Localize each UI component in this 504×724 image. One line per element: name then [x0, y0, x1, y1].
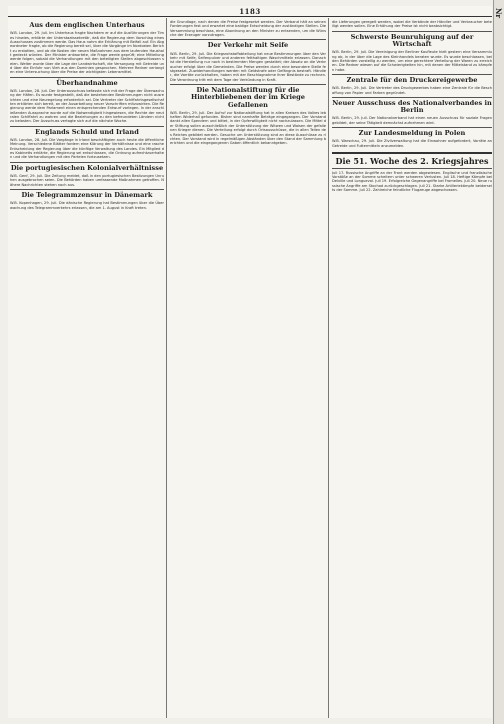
article-body: die Grundlage, nach denen die Preise festgesetzt werden. Der Verband hält an seinen Forderungen fest und erwartet eine baldige Entscheidung der zuständigen Stellen. Die Versammlung beschloss, eine Abordnung an den Minister zu entsenden, um die Wünsche der Erzeuger vorzutragen. — [170, 20, 326, 38]
article-body: Juli 17. Russische Angriffe an der Front werden abgewiesen. Englische und französische Vorstöße an der Somme scheitern unter schweren Verlusten. Juli 18. Heftige Kämpfe bei Delville und Longueval. Juli 19. Erfolgreiche Gegenangriffe bei Fromelles. Juli 20. Neue russische Angriffe am Stochod zurückgeschlagen. Juli 21. Starke Artilleriekämpfe beiderseits der Somme. Juli 22. Zahlreiche feindliche Flugzeuge abgeschossen. — [332, 170, 492, 193]
article-divider — [332, 168, 492, 169]
article-heading: Die portugiesischen Kolonialverhältnisse — [10, 163, 164, 172]
top-rule — [8, 16, 492, 17]
edge-label: Nr — [494, 8, 503, 19]
article-divider — [10, 162, 164, 163]
article-divider — [332, 127, 492, 128]
article-divider — [332, 31, 492, 32]
column-3 — [332, 20, 492, 718]
article-divider — [170, 39, 326, 40]
section-divider — [332, 152, 492, 154]
article-body: W.B. Berlin, 29. Juli. Der Nationalverband hat einen neuen Ausschuss für soziale Fragen gebildet, der seine Tätigkeit demnächst aufnehmen wird. — [332, 116, 492, 125]
article-divider — [332, 74, 492, 75]
article-body: W.B. Kopenhagen, 29. Juli. Die dänische Regierung hat Bestimmungen über die Überwachung des Telegrammverkehrs erlassen, die am 1. August in Kraft treten. — [10, 201, 164, 210]
article-body: die Lieferungen geregelt werden, wobei die Verbände der Händler und Verbraucher beteiligt werden sollen. Eine Erhöhung der Preise ist nicht beabsichtigt. — [332, 20, 492, 29]
article-heading: Zentrale für den Druckereigewerbe — [346, 75, 478, 84]
column-divider — [328, 18, 329, 718]
column-divider — [166, 18, 167, 718]
article-body: W.B. Genf, 29. Juli. Die Zeitung meldet, daß in den portugiesischen Besitzungen Unruhen ausgebrochen seien. Die Behörden haben umfassende Maßnahmen getroffen. Nähere Nachrichten stehen noch aus. — [10, 173, 164, 187]
article-heading: Überhandnahme — [56, 78, 118, 87]
article-heading: Der Verkehr mit Seife — [207, 41, 289, 50]
article-divider — [332, 97, 492, 98]
article-body: W.B. Berlin, 29. Juli. Der Aufruf zur Nationalstiftung hat in allen Kreisen des Volkes lebhaften Widerhall gefunden. Bisher sind namhafte Beträge eingegangen. Der Vorstand dankt allen Spendern und bittet, in der Opferwilligkeit nicht nachzulassen. Die Mittel der Stiftung sollen ausschließlich der Unterstützung der Witwen und Waisen der gefallenen Krieger dienen. Die Verteilung erfolgt durch Ortsausschüsse, die in allen Teilen des Reiches gebildet werden. Gesuche um Unterstützung sind an diese Ausschüsse zu richten. Der Vorstand wird in regelmäßigen Abständen über den Stand der Sammlung berichten und die eingegangenen Gaben öffentlich bekanntgeben. — [170, 110, 326, 146]
article-body: W.B. Berlin, 29. Juli. Die Vereinigung der Berliner Kaufleute hielt gestern eine Versammlung ab, in der über die Lage des Kleinhandels beraten wurde. Es wurde beschlossen, bei den Behörden vorstellig zu werden, um eine gerechtere Verteilung der Waren zu erreichen. Die Redner wiesen auf die Schwierigkeiten hin, mit denen der Mittelstand zu kämpfen habe. — [332, 50, 492, 72]
section-heading: Die 51. Woche des 2. Kriegsjahres — [335, 155, 489, 166]
article-divider — [170, 84, 326, 85]
article-body: W.B. London, 28. Juli. Der Unterausschuss befasste sich mit der Frage der Überwachung der Häfen. Es wurde festgestellt, daß die bestehenden Bestimmungen nicht ausreichten und eine Neuregelung erforderlich sei. Die Vertreter der Schiffahrtsgesellschaften erklärten sich bereit, an der Ausarbeitung neuer Vorschriften mitzuwirken. Die Regierung werde dem Parlament einen entsprechenden Entwurf vorlegen. In der anschließenden Aussprache wurde auf die Notwendigkeit hingewiesen, die Rechte der neutralen Schiffahrt zu wahren und die Beziehungen zu den befreundeten Ländern nicht zu belasten. Der Ausschuss vertagte sich auf die nächste Woche. — [10, 88, 164, 124]
article-divider — [10, 77, 164, 78]
column-2 — [170, 20, 326, 718]
article-heading: Die Telegrammzensur in Dänemark — [21, 190, 153, 199]
article-heading: Englands Schuld und Irland — [35, 127, 139, 136]
adjacent-page-edge — [493, 0, 504, 724]
article-heading: Neuer Ausschuss des Nationalverbandes in Berlin — [332, 98, 492, 115]
article-body: W.B. Berlin, 29. Juli. Die Kriegsrohstoffabteilung hat neue Bestimmungen über den Verkehr mit Seife, Seifenpulver und anderen fetthaltigen Waschmitteln erlassen. Danach ist die Herstellung nur noch in bestimmten Mengen gestattet; der Absatz an die Verbraucher erfolgt über die Gemeinden. Die Preise werden durch eine besondere Stelle festgesetzt. Zuwiderhandlungen werden mit Geldstrafe oder Gefängnis bestraft. Händler, die Vorräte zurückhalten, haben mit der Beschlagnahme ihrer Bestände zu rechnen. Die Verordnung tritt mit dem Tage der Verkündung in Kraft. — [170, 51, 326, 82]
newspaper-page — [8, 6, 492, 718]
article-heading: Zur Landesmeldung in Polen — [358, 129, 466, 138]
article-divider — [10, 189, 164, 190]
article-body: W.B. London, 28. Juli. Die Vorgänge in Irland beschäftigten auch heute die öffentliche Meinung. Verschiedene Blätter fordern eine Klärung der Verhältnisse und eine rasche Entscheidung der Regierung über die künftige Verwaltung des Landes. Ein Mitglied des Kabinetts erklärte, die Regierung sei entschlossen, die Ordnung aufrechtzuerhalten und die Verhandlungen mit den Parteien fortzusetzen. — [10, 137, 164, 160]
article-body: W.B. Warschau, 29. Juli. Die Zivilverwaltung hat die Einwohner aufgefordert, Vorräte an Getreide und Futtermitteln anzumelden. — [332, 139, 492, 148]
article-divider — [10, 126, 164, 127]
article-body: W.B. Berlin, 29. Juli. Die Vertreter des Druckgewerbes haben eine Zentrale für die Beschaffung von Papier und Farben gegründet. — [332, 86, 492, 95]
page-number: 1183 — [239, 7, 261, 16]
article-heading: Die Nationalstiftung für die Hinterbliebenen der im Kriege Gefallenen — [190, 86, 305, 109]
column-1 — [10, 20, 164, 718]
article-body: W.B. London, 29. Juli. Im Unterhaus fragte Nachdem er auf die Ausführungen der Times hinwies, erklärte der Unterstaatssekretär, daß die Regierung dem Vorschlag eines Ausschusses zustimmen werde. Das Haus nahm die Erklärung mit Beifall auf. Ein Abgeordneter fragte, ob die Regierung bereit sei, über die Vorgänge im Nordosten Bericht zu erstatten, und ob die Kosten der neuen Maßnahmen aus dem laufenden Haushalt gedeckt würden. Der Minister antwortete, die Frage werde geprüft; eine Mitteilung werde folgen, sobald die Verhandlungen mit den beteiligten Stellen abgeschlossen seien. Weiter wurde über die Lage der Landwirtschaft, die Versorgung mit Getreide und über die Einfuhr von Vieh aus den Dominien gesprochen. Mehrere Redner verlangten eine Untersuchung über die Preise der wichtigsten Lebensmittel. — [10, 31, 164, 75]
article-heading: Schwerste Beunruhigung auf der Wirtschaft — [350, 32, 474, 48]
article-heading: Aus dem englischen Unterhaus — [29, 21, 145, 29]
